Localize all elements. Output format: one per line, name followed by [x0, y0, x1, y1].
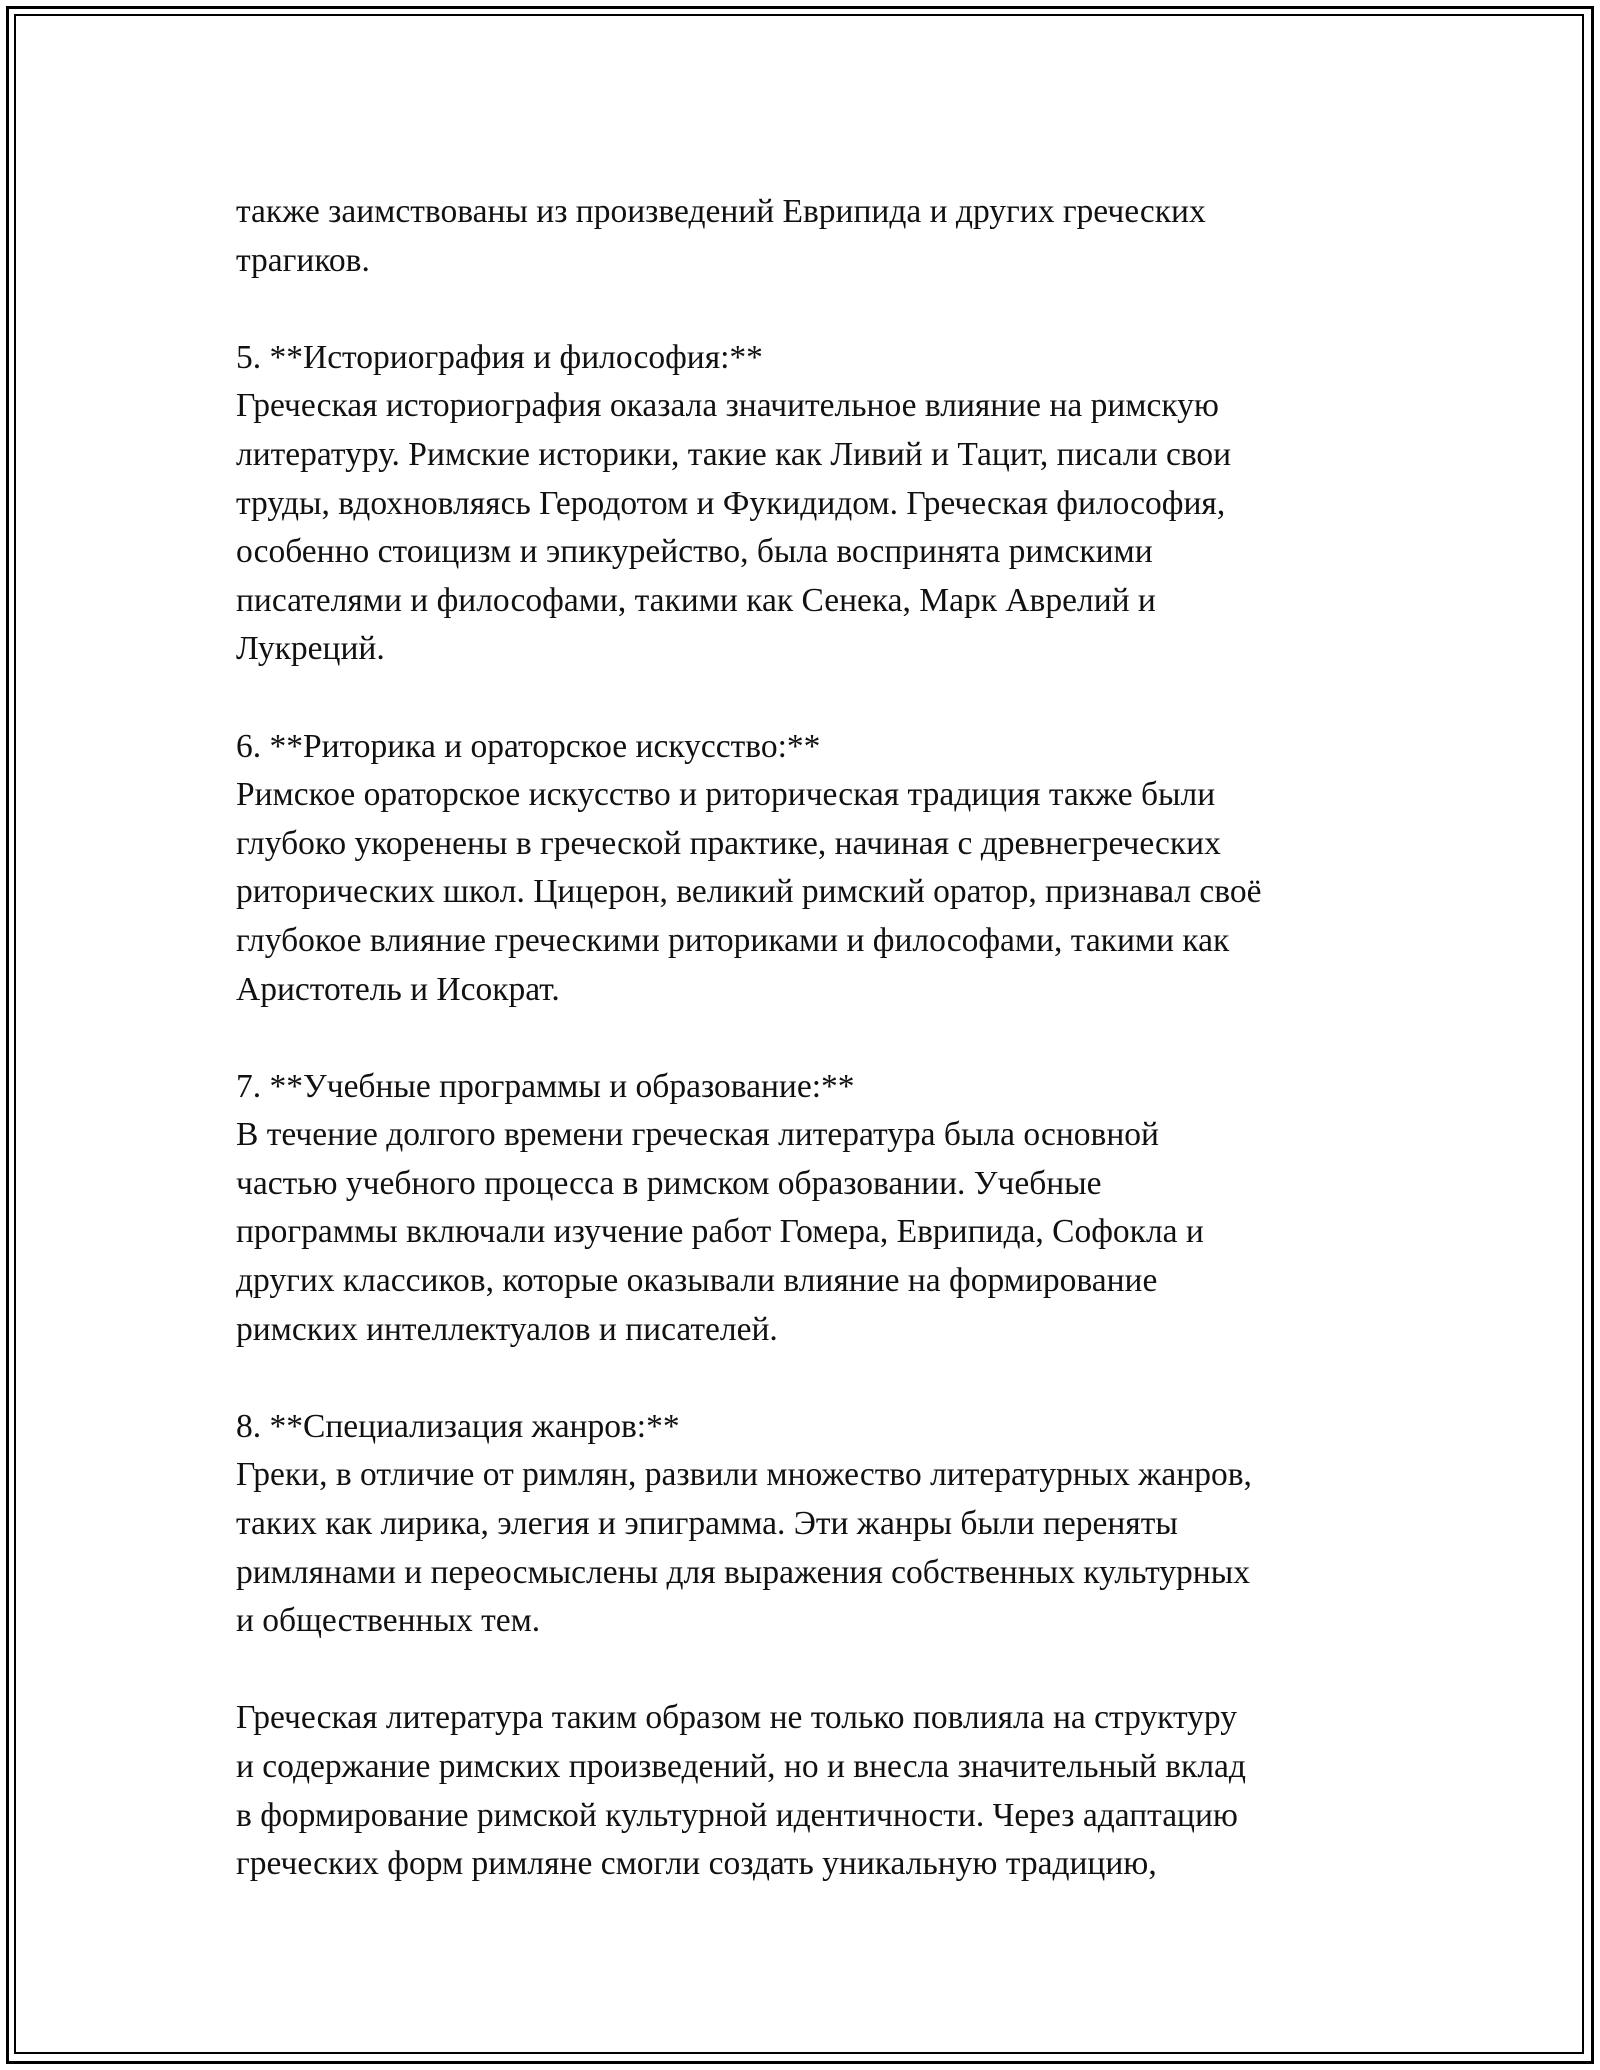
text-line: труды, вдохновляясь Геродотом и Фукидидом. Греческая философия,: [236, 484, 1226, 522]
paragraph-gap: [236, 1354, 1386, 1403]
conclusion-paragraph: [236, 1694, 1386, 1888]
text-line: Римское ораторское искусство и риторическая традиция также были: [236, 776, 1216, 814]
section-heading: 6. **Риторика и ораторское искусство:**: [236, 727, 821, 765]
text-line: Греки, в отличие от римлян, развили множество литературных жанров,: [236, 1456, 1252, 1494]
paragraph-gap: [236, 1646, 1386, 1695]
text-line: частью учебного процесса в римском образовании. Учебные: [236, 1164, 1102, 1202]
text-line: римлянами и переосмыслены для выражения собственных культурных: [236, 1553, 1250, 1591]
text-line: трагиков.: [236, 241, 370, 279]
text-line: греческих форм римляне смогли создать уникальную традицию,: [236, 1845, 1157, 1883]
text-line: глубоко укоренены в греческой практике, начиная с древнегреческих: [236, 824, 1221, 862]
section-heading: 7. **Учебные программы и образование:**: [236, 1067, 855, 1105]
text-line: и содержание римских произведений, но и внесла значительный вклад: [236, 1748, 1246, 1785]
text-line: литературу. Римские историки, такие как Ливий и Тацит, писали свои: [236, 435, 1232, 473]
section-heading: 5. **Историография и философия:**: [236, 338, 763, 376]
text-line: Греческая литература таким образом не только повлияла на структуру: [236, 1699, 1237, 1737]
text-line: также заимствованы из произведений Еврипида и других греческих: [236, 193, 1206, 230]
section-genres: [236, 1403, 1386, 1646]
paragraph-gap: [236, 285, 1386, 334]
document-body: [236, 188, 1386, 1889]
text-line: других классиков, которые оказывали влияние на формирование: [236, 1262, 1158, 1300]
section-rhetoric: [236, 723, 1386, 1015]
text-line: программы включали изучение работ Гомера, Еврипида, Софокла и: [236, 1213, 1204, 1251]
text-line: и общественных тем.: [236, 1602, 541, 1640]
text-line: таких как лирика, элегия и эпиграмма. Эти жанры были переняты: [236, 1505, 1178, 1543]
section-education: [236, 1063, 1386, 1355]
intro-paragraph: [236, 188, 1386, 285]
text-line: Аристотель и Исократ.: [236, 970, 560, 1008]
text-line: римских интеллектуалов и писателей.: [236, 1310, 778, 1348]
paragraph-gap: [236, 1014, 1386, 1063]
text-line: Греческая историография оказала значительное влияние на римскую: [236, 387, 1219, 425]
section-heading: 8. **Специализация жанров:**: [236, 1407, 680, 1445]
text-line: глубокое влияние греческими риториками и философами, такими как: [236, 921, 1230, 959]
paragraph-gap: [236, 674, 1386, 723]
text-line: в формирование римской культурной идентичности. Через адаптацию: [236, 1796, 1238, 1834]
text-line: В течение долгого времени греческая литература была основной: [236, 1116, 1159, 1154]
text-line: писателями и философами, такими как Сенека, Марк Аврелий и: [236, 581, 1156, 619]
text-line: риторических школ. Цицерон, великий римский оратор, признавал своё: [236, 873, 1262, 911]
text-line: особенно стоицизм и эпикурейство, была воспринята римскими: [236, 533, 1153, 571]
section-historiography: [236, 334, 1386, 674]
text-line: Лукреций.: [236, 630, 385, 668]
